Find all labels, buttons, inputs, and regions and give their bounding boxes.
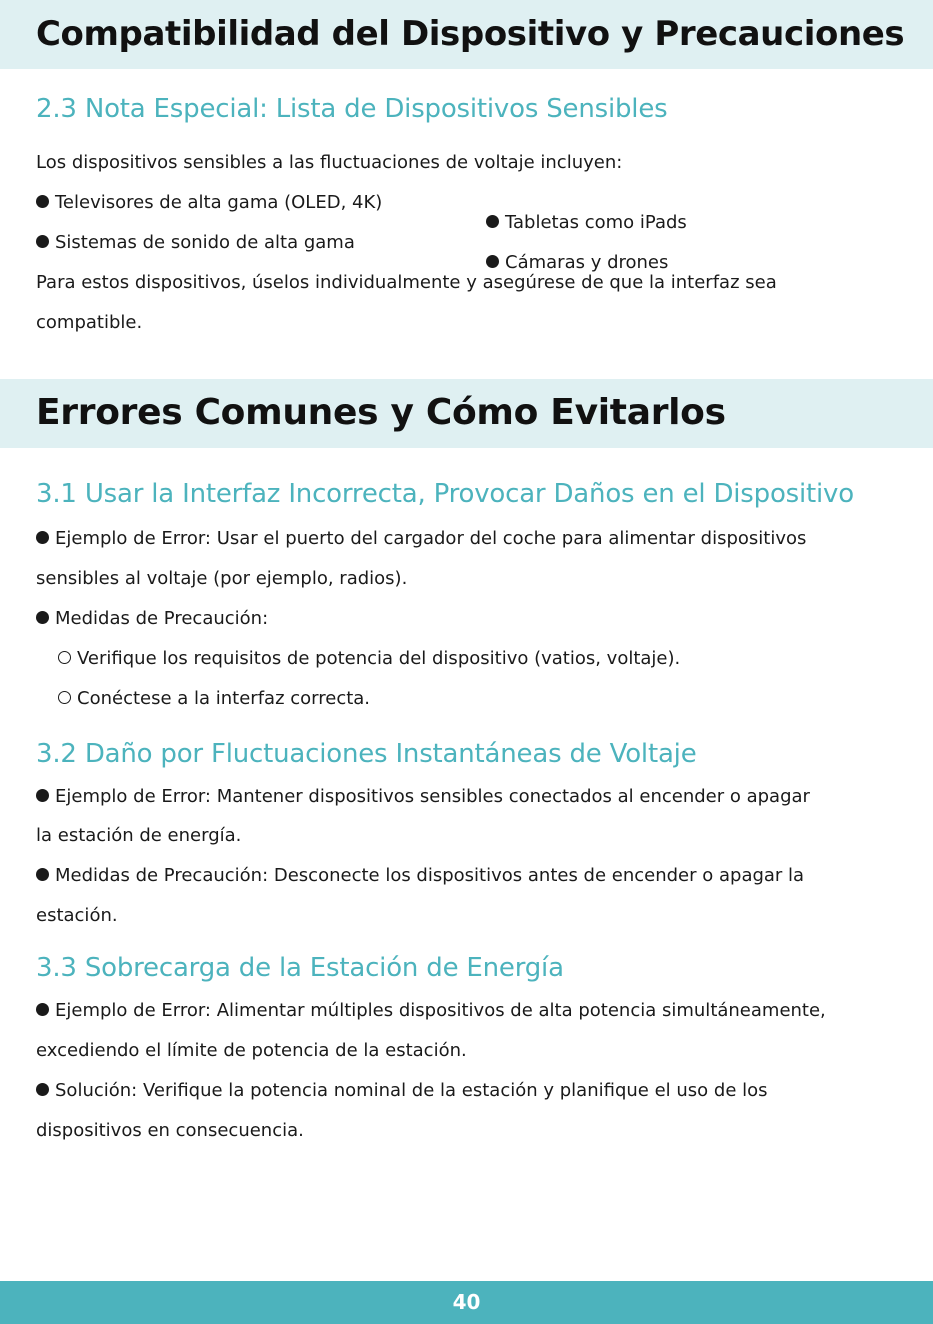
bullet-icon xyxy=(36,195,49,208)
solution-item: Solución: Verifique la potencia nominal de la estación y planifique el uso de los xyxy=(36,1071,768,1111)
note-text: Para estos dispositivos, úselos individualmente y asegúrese de que la interfaz sea xyxy=(36,272,777,293)
bullet-icon xyxy=(36,531,49,544)
list-item: Televisores de alta gama (OLED, 4K) xyxy=(36,183,382,223)
bullet-icon xyxy=(36,1083,49,1096)
hollow-bullet-icon xyxy=(58,691,71,704)
bullet-icon xyxy=(36,611,49,624)
bullet-icon xyxy=(486,215,499,228)
section-title: Errores Comunes y Cómo Evitarlos xyxy=(36,392,726,433)
note-text: compatible. xyxy=(36,312,143,333)
intro-text: Los dispositivos sensibles a las fluctuaciones de voltaje incluyen: xyxy=(36,152,623,173)
section-title: Compatibilidad del Dispositivo y Precauciones xyxy=(36,14,905,54)
list-item: Cámaras y drones xyxy=(486,243,668,283)
section-title-band xyxy=(0,0,933,69)
measure-item: Verifique los requisitos de potencia del dispositivo (vatios, voltaje). xyxy=(58,639,680,679)
list-item: Sistemas de sonido de alta gama xyxy=(36,223,355,263)
list-item: Tabletas como iPads xyxy=(486,203,687,243)
hollow-bullet-icon xyxy=(58,651,71,664)
measure-item: Conéctese a la interfaz correcta. xyxy=(58,679,370,719)
solution-item: dispositivos en consecuencia. xyxy=(36,1120,304,1141)
page-number: 40 xyxy=(452,1290,481,1314)
error-example: excediendo el límite de potencia de la estación. xyxy=(36,1040,467,1061)
bullet-icon xyxy=(36,789,49,802)
error-example: la estación de energía. xyxy=(36,825,242,846)
error-example: sensibles al voltaje (por ejemplo, radios). xyxy=(36,568,408,589)
measure-item: estación. xyxy=(36,905,118,926)
measures-label: Medidas de Precaución: xyxy=(36,599,268,639)
error-example: Ejemplo de Error: Usar el puerto del cargador del coche para alimentar dispositivos xyxy=(36,519,806,559)
subsection-heading: 3.1 Usar la Interfaz Incorrecta, Provocar Daños en el Dispositivo xyxy=(36,479,854,509)
subsection-heading: 2.3 Nota Especial: Lista de Dispositivos Sensibles xyxy=(36,94,668,124)
section-title-band xyxy=(0,379,933,448)
bullet-icon xyxy=(36,1003,49,1016)
bullet-icon xyxy=(36,868,49,881)
bullet-icon xyxy=(36,235,49,248)
measure-item: Medidas de Precaución: Desconecte los dispositivos antes de encender o apagar la xyxy=(36,856,804,896)
error-example: Ejemplo de Error: Mantener dispositivos sensibles conectados al encender o apagar xyxy=(36,777,810,817)
page-footer xyxy=(0,1281,933,1324)
subsection-heading: 3.3 Sobrecarga de la Estación de Energía xyxy=(36,953,564,983)
error-example: Ejemplo de Error: Alimentar múltiples dispositivos de alta potencia simultáneamente, xyxy=(36,991,826,1031)
subsection-heading: 3.2 Daño por Fluctuaciones Instantáneas de Voltaje xyxy=(36,739,697,769)
